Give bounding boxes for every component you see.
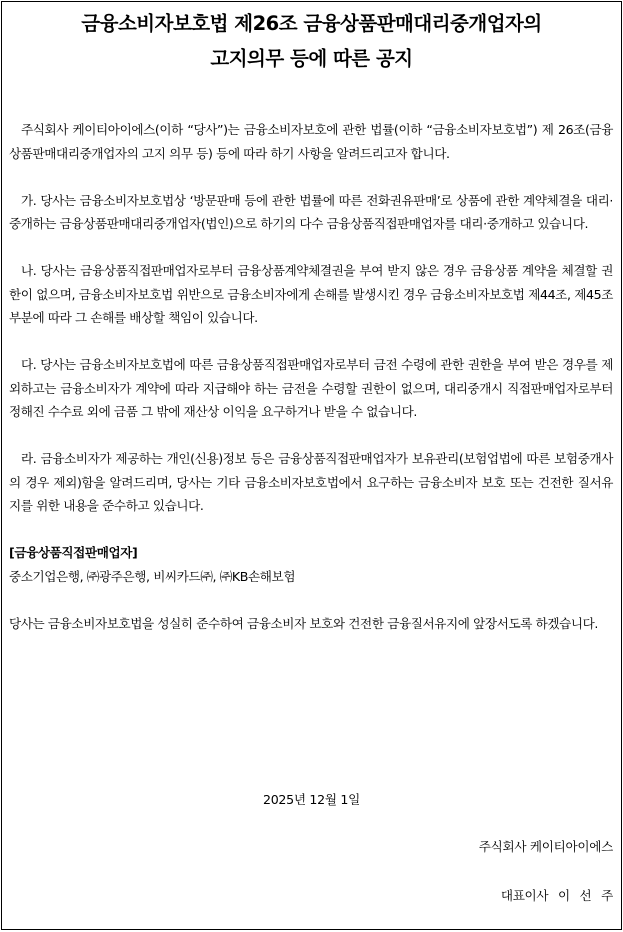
- document-body: [9, 118, 613, 635]
- item-ra-paragraph: 라. 금융소비자가 제공하는 개인(신용)정보 등은 금융상품직접판매업자가 보유관리(보험업법에 따른 보험중개사의 경우 제외)함을 알려드리며, 당사는 기타 금융소비자보호법에서 요구하는 금융소비자 보호 또는 건전한 질서유지를 위한 내용을 준수하고 있습니다.: [9, 451, 613, 513]
- item-na-paragraph: 나. 당사는 금융상품직접판매업자로부터 금융상품계약체결권을 부여 받지 않은 경우 금융상품 계약을 체결할 권한이 없으며, 금융소비자보호법 위반으로 금융소비자에게 손해를 발생시킨 경우 금융소비자보호법 제44조, 제45조 부분에 따라 그 손해를 배상할 책임이 있습니다.: [9, 263, 613, 325]
- direct-seller-list: 중소기업은행, ㈜광주은행, 비씨카드㈜, ㈜KB손해보험: [9, 568, 296, 584]
- title-line-2: 고지의무 등에 따른 공지: [210, 47, 413, 70]
- document-title: [2, 6, 621, 76]
- company-name: 주식회사 케이티아이에스: [478, 839, 613, 854]
- notice-date: 2025년 12월 1일: [263, 792, 360, 807]
- title-line-1: 금융소비자보호법 제26조 금융상품판매대리중개업자의: [81, 12, 542, 35]
- notice-document: [1, 1, 622, 930]
- direct-seller-heading: [금융상품직접판매업자]: [9, 545, 138, 560]
- closing-paragraph: 당사는 금융소비자보호법을 성실히 준수하여 금융소비자 보호와 건전한 금융질서유지에 앞장서도록 하겠습니다.: [9, 615, 599, 631]
- ceo-name: 대표이사 이 선 주: [500, 888, 613, 903]
- item-ga-paragraph: 가. 당사는 금융소비자보호법상 ‘방문판매 등에 관한 법률에 따른 전화권유판매’로 상품에 관한 계약체결을 대리·중개하는 금융상품판매대리중개업자(법인)으로 하기의 다수 금융상품직접판매업자를 대리·중개하고 있습니다.: [9, 192, 613, 231]
- item-da-paragraph: 다. 당사는 금융소비자보호법에 따른 금융상품직접판매업자로부터 금전 수령에 관한 권한을 부여 받은 경우를 제외하고는 금융소비자가 계약에 따라 지급해야 하는 금전을 수령할 권한이 없으며, 대리중개시 직접판매업자로부터 정해진 수수료 외에 금품 그 밖에 재산상 이익을 요구하거나 받을 수 없습니다.: [9, 357, 613, 419]
- intro-paragraph: 주식회사 케이티아이에스(이하 “당사”)는 금융소비자보호에 관한 법률(이하 “금융소비자보호법”) 제 26조(금융상품판매대리중개업자의 고지 의무 등) 등에 따라 하기 사항을 알려드리고자 합니다.: [9, 122, 613, 161]
